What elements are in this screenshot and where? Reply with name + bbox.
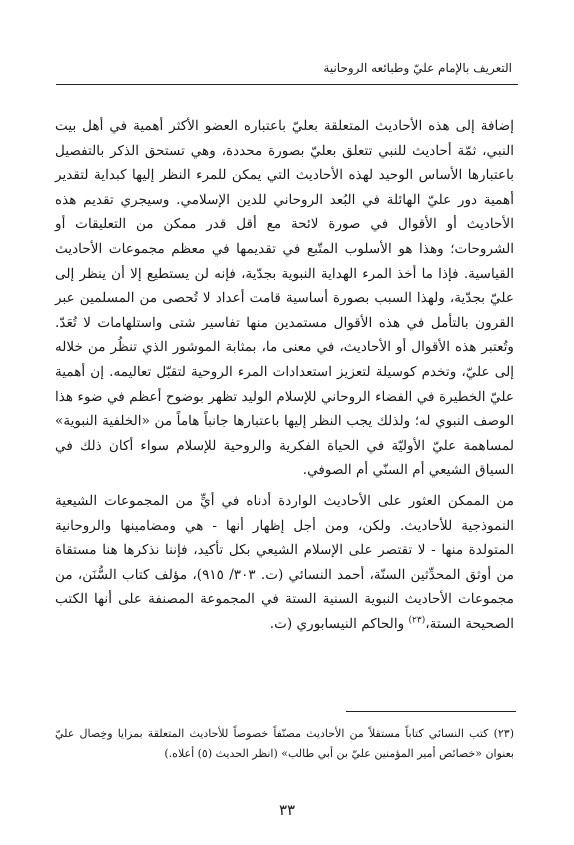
page-number: ٣٣ [278, 801, 296, 819]
footnote: (٢٣) كتب النسائي كتاباً مستقلاً من الأحاديث مصنّفاً خصوصاً للأحاديث المتعلقة بمزايا وخِصال عليّ بعنوان «خصائص أمير المؤمنين عليّ بن أبي طالب» (انظر الحديث (٥) أعلاه.) [55, 727, 514, 760]
header-rule [56, 84, 518, 85]
footnote-rule [346, 711, 516, 712]
running-head: التعريف بالإمام عليّ وطبائعه الروحانية [323, 61, 512, 75]
paragraph-2-text: من الممكن العثور على الأحاديث الواردة أدناه في أيٍّ من المجموعات الشيعية النموذجية للأحاديث. ولكن، ومن أجل إظهار أنها - هي ومضامينها والروحانية المتولدة منها - لا تقتصر على الإسلام الشيعي بكل تأكيد، فإننا نذكرها هنا مستقاة من أوثق المحدِّثين السنّة، أحمد النسائي (ت. ٣٠٣/ ٩١٥)، مؤلف كتاب السُّنَن، من مجموعات الأحاديث النبوية السنية الستة في المجموعة المصنفة على أنها الكتب الصحيحة الستة، [55, 492, 514, 632]
paragraph-2 [55, 489, 514, 637]
paragraph-1: إضافة إلى هذه الأحاديث المتعلقة بعليّ باعتباره العضو الأكثر أهمية في أهل بيت النبي، ثمّة أحاديث للنبي تتعلق بعليّ بصورة محددة، وهي تستحق الذكر بالتفصيل باعتبارها الأساس الوحيد لهذه الأحاديث التي يمكن للمرء النظر إليها كبداية لتقدير أهمية دور عليّ الهائلة في البُعد الروحاني للدين الإسلامي. وسيجري تقديم هذه الأحاديث أو الأقوال في صورة لائحة مع أقل قدر ممكن من التعليقات أو الشروحات؛ وهذا هو الأسلوب المتّبع في تقديمها في معظم مجموعات الأحاديث القياسية. فإذا ما أخذ المرء الهداية النبوية بجدّية، فإنه لن يستطيع إلا أن ينظر إلى عليّ بجدّية، ولهذا السبب بصورة أساسية قامت أعداد لا تُحصى من المسلمين عبر القرون بالتأمل في هذه الأقوال مستمدين منها تفاسير شتى واستلهامات لا تُعَدّ. وتُعتبر هذه الأقوال أو الأحاديث، في معنى ما، بمثابة الموشور الذي تنظُر من خلاله إلى عليّ، وتخدم كوسيلة لتعزيز استعدادات المرء الروحية لتقبّل تعاليمه. إن أهمية عليّ الخطيرة في الفضاء الروحاني للإسلام الوليد تظهر بوضوح أعظم في ضوء هذا الوصف النبوي له؛ ولذلك يجب النظر إليها باعتبارها جانباً هاماً من «الخلفية النبوية» لمساهمة عليّ الأوليّة في الحياة الفكرية والروحية للإسلام سواء أكان ذلك في السياق الشيعي أم السنّي أم الصوفي. [55, 118, 514, 479]
body-text [55, 114, 514, 636]
footnote-marker: (٢٣) [408, 615, 426, 626]
paragraph-2-tail: والحاكم النيسابوري (ت. [269, 615, 409, 632]
